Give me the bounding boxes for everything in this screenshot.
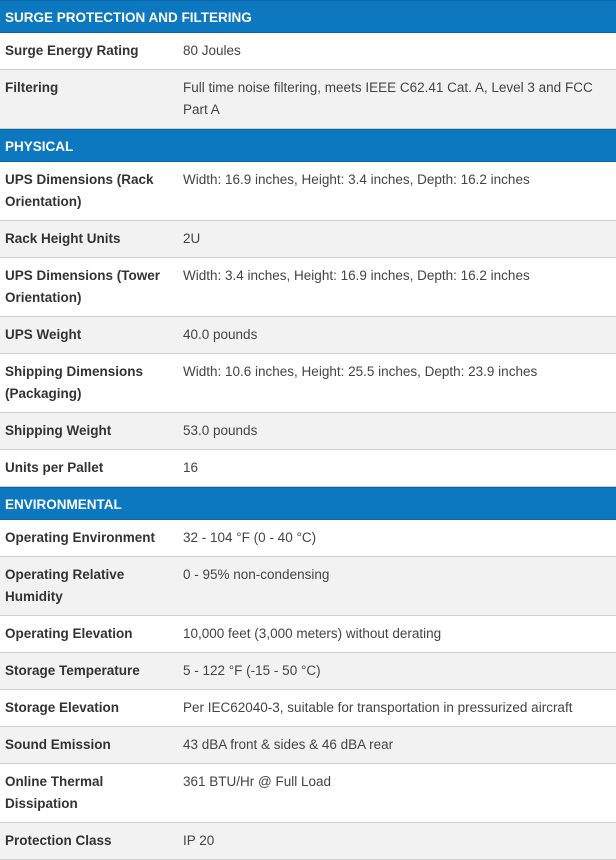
spec-label: Storage Elevation <box>5 700 120 715</box>
spec-label: Shipping Dimensions (Packaging) <box>5 364 144 401</box>
spec-row <box>0 727 616 764</box>
section-header: PHYSICAL <box>0 129 616 162</box>
spec-row <box>0 764 616 823</box>
spec-row <box>0 354 616 413</box>
spec-row <box>0 162 616 221</box>
spec-value: 0 - 95% non-condensing <box>183 567 330 582</box>
spec-label: Operating Relative Humidity <box>5 567 125 604</box>
spec-value: 2U <box>183 231 201 246</box>
spec-row <box>0 690 616 727</box>
spec-row <box>0 70 616 129</box>
spec-row <box>0 221 616 258</box>
spec-value: Width: 16.9 inches, Height: 3.4 inches, Depth: 16.2 inches <box>183 172 530 187</box>
spec-value: Width: 10.6 inches, Height: 25.5 inches, Depth: 23.9 inches <box>183 364 538 379</box>
spec-value: 32 - 104 °F (0 - 40 °C) <box>183 530 317 545</box>
spec-value: Per IEC62040-3, suitable for transportation in pressurized aircraft <box>183 700 573 715</box>
spec-label: Units per Pallet <box>5 460 104 475</box>
spec-section <box>0 0 616 129</box>
spec-row <box>0 33 616 70</box>
spec-section <box>0 129 616 487</box>
spec-value: 43 dBA front & sides & 46 dBA rear <box>183 737 394 752</box>
spec-label: Sound Emission <box>5 737 111 752</box>
section-header: ENVIRONMENTAL <box>0 487 616 520</box>
spec-label: UPS Dimensions (Rack Orientation) <box>5 172 154 209</box>
spec-row <box>0 823 616 860</box>
spec-label: Filtering <box>5 80 59 95</box>
spec-label: UPS Dimensions (Tower Orientation) <box>5 268 161 305</box>
spec-value: 10,000 feet (3,000 meters) without derating <box>183 626 442 641</box>
spec-label: Operating Elevation <box>5 626 133 641</box>
spec-row <box>0 317 616 354</box>
spec-row <box>0 413 616 450</box>
spec-label: Rack Height Units <box>5 231 121 246</box>
spec-value: Width: 3.4 inches, Height: 16.9 inches, Depth: 16.2 inches <box>183 268 530 283</box>
section-header: SURGE PROTECTION AND FILTERING <box>0 0 616 33</box>
spec-value: 16 <box>183 460 199 475</box>
spec-value: Full time noise filtering, meets IEEE C62.41 Cat. A, Level 3 and FCC Part A <box>183 80 593 117</box>
spec-label: Online Thermal Dissipation <box>5 774 104 811</box>
spec-label: Protection Class <box>5 833 112 848</box>
spec-row <box>0 653 616 690</box>
spec-value: 80 Joules <box>183 43 241 58</box>
spec-label: Surge Energy Rating <box>5 43 139 58</box>
spec-value: 361 BTU/Hr @ Full Load <box>183 774 332 789</box>
spec-row <box>0 557 616 616</box>
spec-value: 5 - 122 °F (-15 - 50 °C) <box>183 663 321 678</box>
spec-label: UPS Weight <box>5 327 82 342</box>
spec-row <box>0 450 616 487</box>
spec-row <box>0 258 616 317</box>
spec-label: Storage Temperature <box>5 663 140 678</box>
spec-row <box>0 520 616 557</box>
spec-row <box>0 616 616 653</box>
spec-section <box>0 487 616 860</box>
spec-value: IP 20 <box>183 833 215 848</box>
spec-value: 40.0 pounds <box>183 327 258 342</box>
spec-label: Shipping Weight <box>5 423 112 438</box>
spec-value: 53.0 pounds <box>183 423 258 438</box>
spec-label: Operating Environment <box>5 530 156 545</box>
